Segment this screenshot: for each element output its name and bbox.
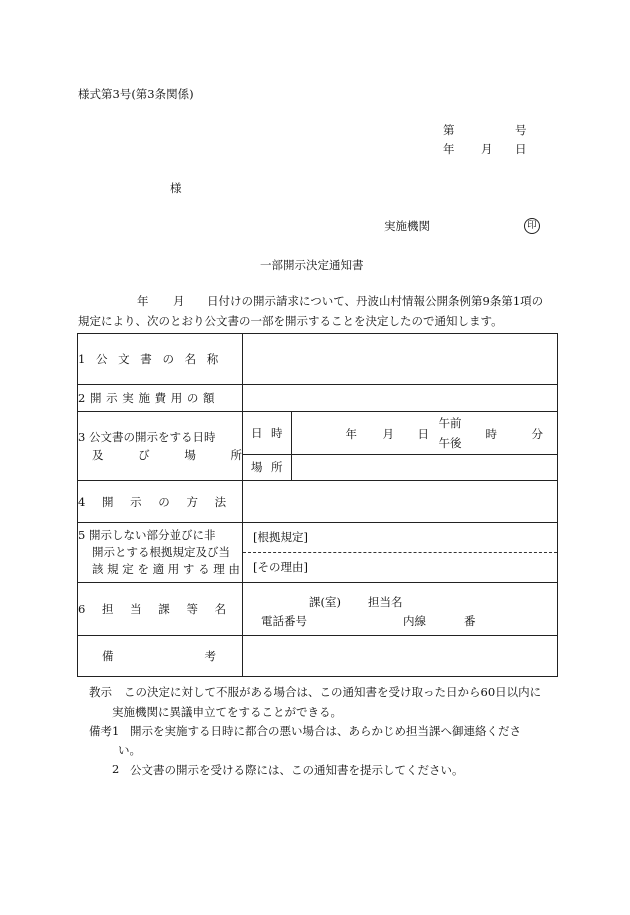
- biko1-line2: い。: [118, 743, 141, 757]
- basis-label: [根拠規定]: [253, 530, 308, 544]
- label-datetime-line1: 3 公文書の開示をする日時: [78, 430, 216, 444]
- kyoji-label: 教示: [89, 685, 112, 699]
- value-contact[interactable]: [243, 583, 558, 636]
- kyoji-line1: この決定に対して不服がある場合は、この通知書を受け取った日から60日以内に: [124, 685, 542, 699]
- row-remarks: [78, 636, 558, 677]
- value-remarks[interactable]: [243, 636, 558, 677]
- label-remarks-text: [78, 648, 242, 664]
- agency-label: 実施機関: [384, 219, 430, 233]
- label-datetime-char-2: び: [138, 448, 150, 462]
- label-remarks: [78, 636, 243, 677]
- label-document-name-text: 1 公 文 書 の 名 称: [78, 352, 219, 366]
- kyoji-line2: 実施機関に異議申立てをすることができる。: [112, 705, 342, 719]
- label-document-name: [78, 334, 243, 385]
- label-datetime-char-1: 及: [92, 448, 104, 462]
- row-contact: [78, 583, 558, 636]
- date-month: 月: [481, 142, 493, 156]
- label-fee: [78, 385, 243, 412]
- intro-line1: 日付けの開示請求について、丹波山村情報公開条例第9条第1項の: [207, 294, 544, 308]
- datetime-inner-table: [243, 412, 557, 480]
- form-number: 様式第3号(第3条関係): [78, 87, 194, 101]
- reason-field[interactable]: [243, 552, 557, 582]
- basho-value[interactable]: [291, 454, 557, 480]
- intro-year: 年: [137, 294, 149, 308]
- agency-seal: [524, 217, 540, 234]
- label-reason-line1: 5 開示しない部分並びに非: [78, 528, 216, 542]
- basho-label: [243, 459, 291, 475]
- row-reason: [78, 523, 558, 583]
- basho-cell: [243, 454, 291, 480]
- datetime-value[interactable]: [291, 412, 557, 454]
- label-contact-text: 6 担 当 課 等 名: [78, 602, 227, 616]
- value-fee[interactable]: [243, 385, 558, 412]
- basis-field[interactable]: [243, 523, 557, 552]
- row-datetime-place: [78, 412, 558, 481]
- nichiji-char-1: 日: [251, 425, 263, 440]
- value-method[interactable]: [243, 481, 558, 523]
- nichiji-char-2: 時: [271, 425, 283, 440]
- datetime-hour: 時: [485, 427, 497, 441]
- row-method: [78, 481, 558, 523]
- label-reason-line2: 開示とする根拠規定及び当: [92, 545, 230, 559]
- label-contact: [78, 583, 243, 636]
- doc-title: 一部開示決定通知書: [260, 258, 364, 272]
- biko2-label: 2: [112, 762, 120, 776]
- datetime-day: 日: [417, 427, 429, 441]
- contact-person: 担当名: [368, 595, 403, 609]
- intro-line2: 規定により、次のとおり公文書の一部を開示することを決定したので通知します。: [78, 314, 503, 328]
- contact-ban: 番: [464, 614, 476, 628]
- nichiji-cell: [243, 412, 291, 454]
- value-document-name[interactable]: [243, 334, 558, 385]
- label-fee-text: 2 開 示 実 施 費 用 の 額: [78, 391, 215, 405]
- datetime-minute: 分: [531, 427, 543, 441]
- datetime-pm: 午後: [438, 436, 462, 450]
- datetime-am: 午前: [438, 416, 462, 430]
- value-reason: [243, 523, 558, 583]
- label-method: [78, 481, 243, 523]
- date-day: 日: [515, 142, 527, 156]
- addressee-suffix: 様: [170, 181, 182, 195]
- seal-icon: 印: [524, 218, 540, 234]
- intro-month: 月: [173, 294, 185, 308]
- contact-phone: 電話番号: [261, 614, 307, 628]
- datetime-year: 年: [345, 427, 357, 441]
- label-datetime-place: [78, 412, 243, 481]
- basho-char-2: 所: [271, 460, 283, 475]
- doc-no-dai: 第: [443, 123, 455, 137]
- value-datetime-place: [243, 412, 558, 481]
- contact-ext: 内線: [403, 614, 426, 628]
- row-document-name: [78, 334, 558, 385]
- remarks-char-2: 考: [204, 649, 216, 663]
- label-method-text: 4 開 示 の 方 法: [78, 494, 227, 509]
- row-fee: [78, 385, 558, 412]
- doc-no-go: 号: [515, 123, 527, 137]
- label-datetime-char-3: 場: [184, 448, 196, 462]
- biko1-label: 備考1: [89, 724, 120, 738]
- biko1-line1: 開示を実施する日時に都合の悪い場合は、あらかじめ担当課へ御連絡くださ: [130, 724, 521, 738]
- datetime-month: 月: [382, 427, 394, 441]
- label-datetime-line2: [78, 447, 242, 463]
- reason-label: [その理由]: [253, 560, 308, 574]
- label-reason: [78, 523, 243, 583]
- biko2-text: 公文書の開示を受ける際には、この通知書を提示してください。: [130, 763, 464, 777]
- disclosure-table: [77, 333, 558, 677]
- remarks-char-1: 備: [102, 649, 114, 663]
- date-year: 年: [443, 142, 455, 156]
- nichiji-label: [243, 425, 291, 441]
- basho-char-1: 場: [251, 460, 263, 475]
- label-reason-line3: 該 規 定 を 適 用 す る 理 由: [92, 562, 240, 576]
- contact-section: 課(室): [309, 595, 341, 609]
- label-datetime-char-4: 所: [230, 448, 242, 462]
